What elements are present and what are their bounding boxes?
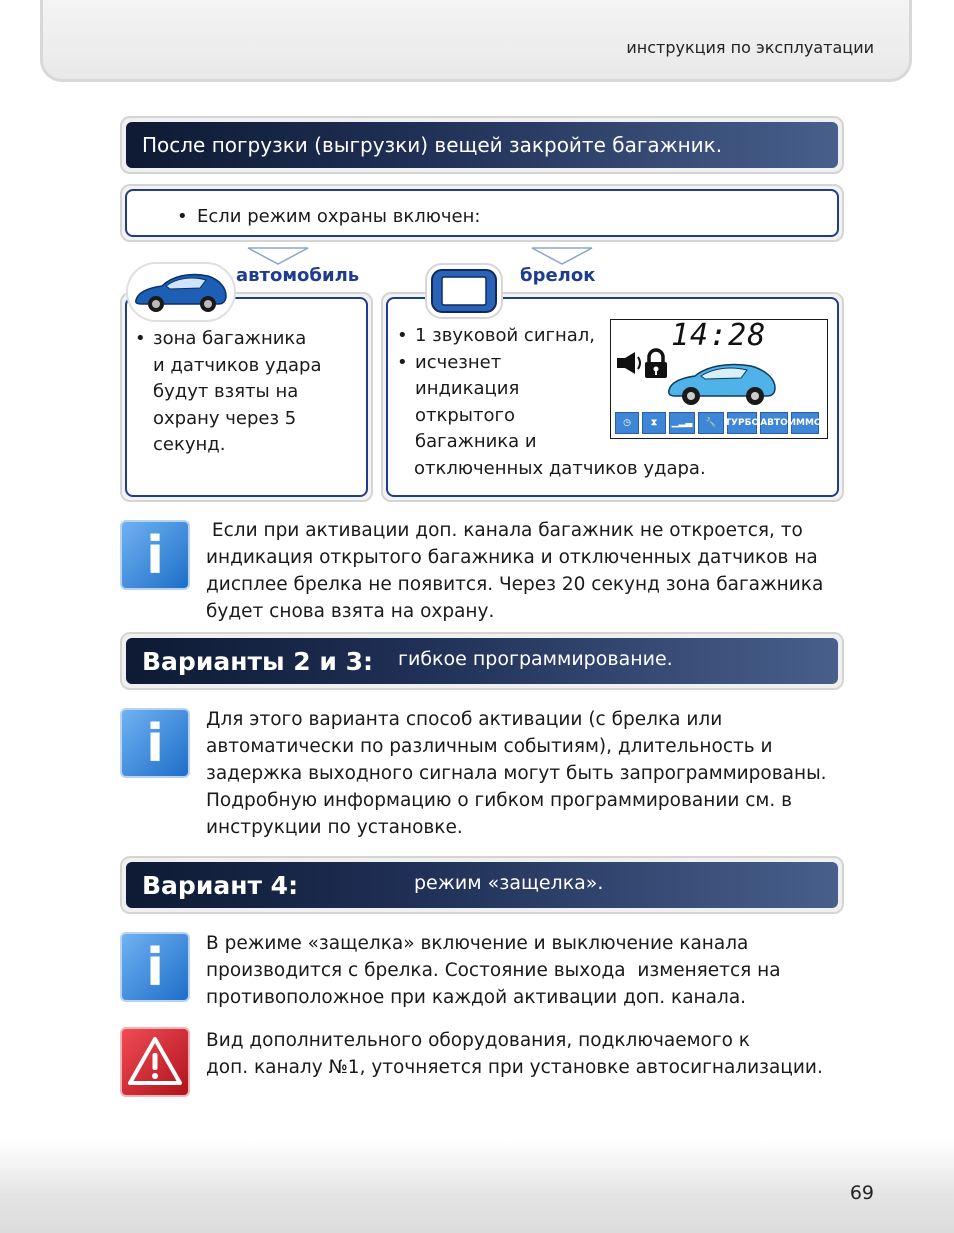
note2-text: Для этого варианта способ активации (с брелка или автоматически по различным событиям), длительность и задержка выходного сигнала могут быть запрограммированы. Подробную информацию о гибком программировании см. в инструкции по установке. <box>206 709 827 838</box>
mode-bullet: • <box>177 206 188 227</box>
variant23-title: Варианты 2 и 3: <box>142 646 373 676</box>
note1-text: Если при активации доп. канала багажник не откроется, то индикация открытого багажника и отключенных датчиков на дисплее брелка не появится. Через 20 секунд зона багажника будет снова взята на охрану. <box>206 520 824 622</box>
mode-box <box>120 184 844 242</box>
warning-icon <box>120 1027 190 1097</box>
fob-label: брелок <box>520 265 596 286</box>
list-item: • зона багажника и датчиков удара будут взяты на охрану через 5 секунд. <box>135 326 365 459</box>
pointer-triangle-car <box>246 246 310 266</box>
warning-text: Вид дополнительного оборудования, подключаемого к доп. каналу №1, уточняется при установке автосигнализации. <box>206 1030 823 1078</box>
mode-text: Если режим охраны включен: <box>197 206 481 227</box>
speaker-icon <box>615 350 643 376</box>
clock-icon: ◷ <box>615 412 639 434</box>
wrench-icon: 🔧 <box>698 412 724 434</box>
footer-band <box>0 1140 954 1233</box>
info-icon: i <box>120 708 190 778</box>
key-fob-icon <box>424 262 506 320</box>
variant23-subtitle: гибкое программирование. <box>398 648 673 670</box>
car-icon <box>128 264 234 320</box>
variant4-bar <box>120 856 844 914</box>
variant23-bar <box>120 632 844 690</box>
signal-icon: ▁▂▃ <box>669 412 695 434</box>
fob-lcd-display <box>610 319 828 439</box>
info-icon: i <box>120 932 190 1002</box>
hourglass-icon: ⧗ <box>642 412 666 434</box>
lcd-status-strip <box>615 412 825 434</box>
intro-bar-text: После погрузки (выгрузки) вещей закройте багажник. <box>126 122 838 168</box>
header-title: инструкция по эксплуатации <box>626 38 874 57</box>
lcd-time: 14:28 <box>671 318 767 353</box>
car-label: автомобиль <box>236 265 360 286</box>
immo-indicator: ИММО <box>791 412 819 434</box>
lock-icon <box>643 348 669 380</box>
fob-bullet-list <box>397 323 617 456</box>
pointer-triangle-fob <box>530 246 594 266</box>
page-number: 69 <box>849 1182 874 1204</box>
lcd-car-icon <box>667 360 779 410</box>
list-item: • 1 звуковой сигнал, <box>397 323 617 350</box>
note3-text: В режиме «защелка» включение и выключение канала производится с брелка. Состояние выхода изменяется на противоположное при каждой активации доп. канала. <box>206 933 781 1008</box>
list-item: • исчезнет индикация открытого багажника и <box>397 350 617 456</box>
fob-tail-line: отключенных датчиков удара. <box>414 458 706 479</box>
car-bullet-list <box>135 326 365 459</box>
variant4-title: Вариант 4: <box>142 870 299 900</box>
intro-bar <box>120 116 844 174</box>
turbo-indicator: ТУРБО <box>727 412 757 434</box>
info-icon: i <box>120 520 190 590</box>
variant4-subtitle: режим «защелка». <box>414 872 604 894</box>
auto-indicator: АВТО <box>760 412 788 434</box>
